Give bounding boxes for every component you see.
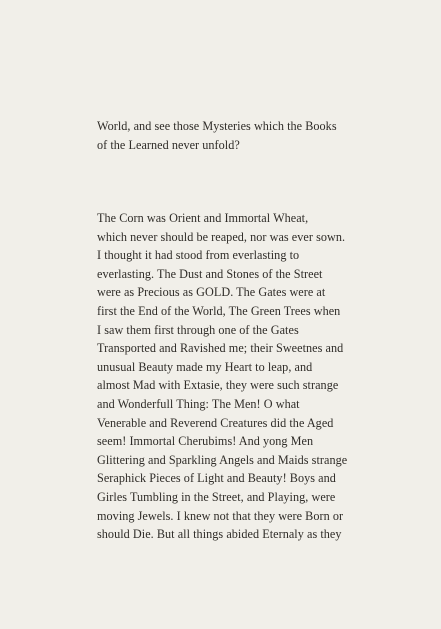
intro-paragraph bbox=[97, 117, 407, 154]
text-line: I saw them first through one of the Gates bbox=[97, 322, 299, 337]
text-line: Seraphick Pieces of Light and Beauty! Boys and bbox=[97, 471, 336, 486]
text-line: moving Jewels. I knew not that they were Born or bbox=[97, 508, 344, 523]
text-line: everlasting. The Dust and Stones of the Street bbox=[97, 266, 323, 281]
text-line: almost Mad with Extasie, they were such strange bbox=[97, 378, 339, 393]
text-line: Glittering and Sparkling Angels and Maids strange bbox=[97, 452, 348, 467]
text-line: were as Precious as GOLD. The Gates were at bbox=[97, 285, 326, 300]
text-line: should Die. But all things abided Eternaly as they bbox=[97, 527, 342, 542]
text-line: of the Learned never unfold? bbox=[97, 137, 240, 152]
text-line: I thought it had stood from everlasting to bbox=[97, 248, 300, 263]
text-line: first the End of the World, The Green Trees when bbox=[97, 303, 341, 318]
text-line: seem! Immortal Cherubims! And yong Men bbox=[97, 434, 314, 449]
text-line: The Corn was Orient and Immortal Wheat, bbox=[97, 211, 309, 225]
text-line: Girles Tumbling in the Street, and Playing, were bbox=[97, 489, 336, 504]
text-line: unusual Beauty made my Heart to leap, and bbox=[97, 359, 313, 374]
text-line: Transported and Ravished me; their Sweetnes and bbox=[97, 341, 344, 356]
text-line: which never should be reaped, nor was ever sown. bbox=[97, 229, 346, 244]
text-line: World, and see those Mysteries which the Books bbox=[97, 119, 337, 133]
body-paragraph bbox=[97, 209, 407, 544]
text-line: and Wonderfull Thing: The Men! O what bbox=[97, 396, 300, 411]
text-line: Venerable and Reverend Creatures did the Aged bbox=[97, 415, 334, 430]
